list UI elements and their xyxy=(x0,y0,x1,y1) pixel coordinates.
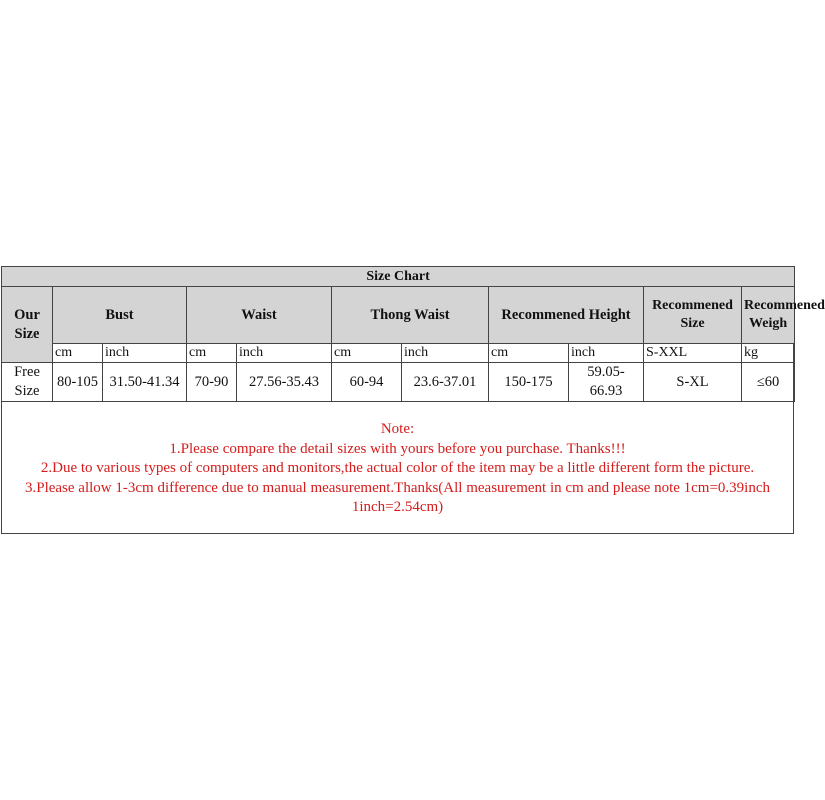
notes-block xyxy=(1,420,794,518)
unit-size-range: S-XXL xyxy=(644,344,742,363)
cell-bust-cm: 80-105 xyxy=(53,363,103,402)
header-recommended-size: Recommened Size xyxy=(644,287,742,344)
unit-thong-cm: cm xyxy=(332,344,402,363)
note-line-2: 2.Due to various types of computers and monitors,the actual color of the item may be a little different form the picture. xyxy=(40,460,755,476)
header-thong-waist: Thong Waist xyxy=(332,287,489,344)
cell-bust-inch: 31.50-41.34 xyxy=(103,363,187,402)
unit-thong-inch: inch xyxy=(402,344,489,363)
unit-height-cm: cm xyxy=(489,344,569,363)
unit-weight-kg: kg xyxy=(742,344,795,363)
cell-recommended-weight: ≤60 xyxy=(742,363,795,402)
cell-size: Free Size xyxy=(2,363,53,402)
header-waist: Waist xyxy=(187,287,332,344)
note-line-1: 1.Please compare the detail sizes with yours before you purchase. Thanks!!! xyxy=(169,440,626,457)
cell-thong-cm: 60-94 xyxy=(332,363,402,402)
note-line-3: 3.Please allow 1-3cm difference due to manual measurement.Thanks(All measurement in cm and please note 1cm=0.39inch xyxy=(24,479,771,496)
note-line-3-cont: 1inch=2.54cm) xyxy=(351,499,444,515)
cell-height-inch: 59.05-66.93 xyxy=(569,363,644,402)
unit-waist-inch: inch xyxy=(237,344,332,363)
header-bust: Bust xyxy=(53,287,187,344)
unit-height-inch: inch xyxy=(569,344,644,363)
unit-waist-cm: cm xyxy=(187,344,237,363)
unit-bust-cm: cm xyxy=(53,344,103,363)
cell-thong-inch: 23.6-37.01 xyxy=(402,363,489,402)
chart-title: Size Chart xyxy=(2,267,795,287)
cell-waist-cm: 70-90 xyxy=(187,363,237,402)
cell-waist-inch: 27.56-35.43 xyxy=(237,363,332,402)
note-heading: Note: xyxy=(380,421,415,437)
header-recommended-height: Recommened Height xyxy=(489,287,644,344)
header-our-size: Our Size xyxy=(2,287,53,363)
header-recommended-weight: Recommened Weigh xyxy=(742,287,795,344)
cell-recommended-size: S-XL xyxy=(644,363,742,402)
cell-height-cm: 150-175 xyxy=(489,363,569,402)
size-chart-table xyxy=(1,266,825,402)
unit-bust-inch: inch xyxy=(103,344,187,363)
